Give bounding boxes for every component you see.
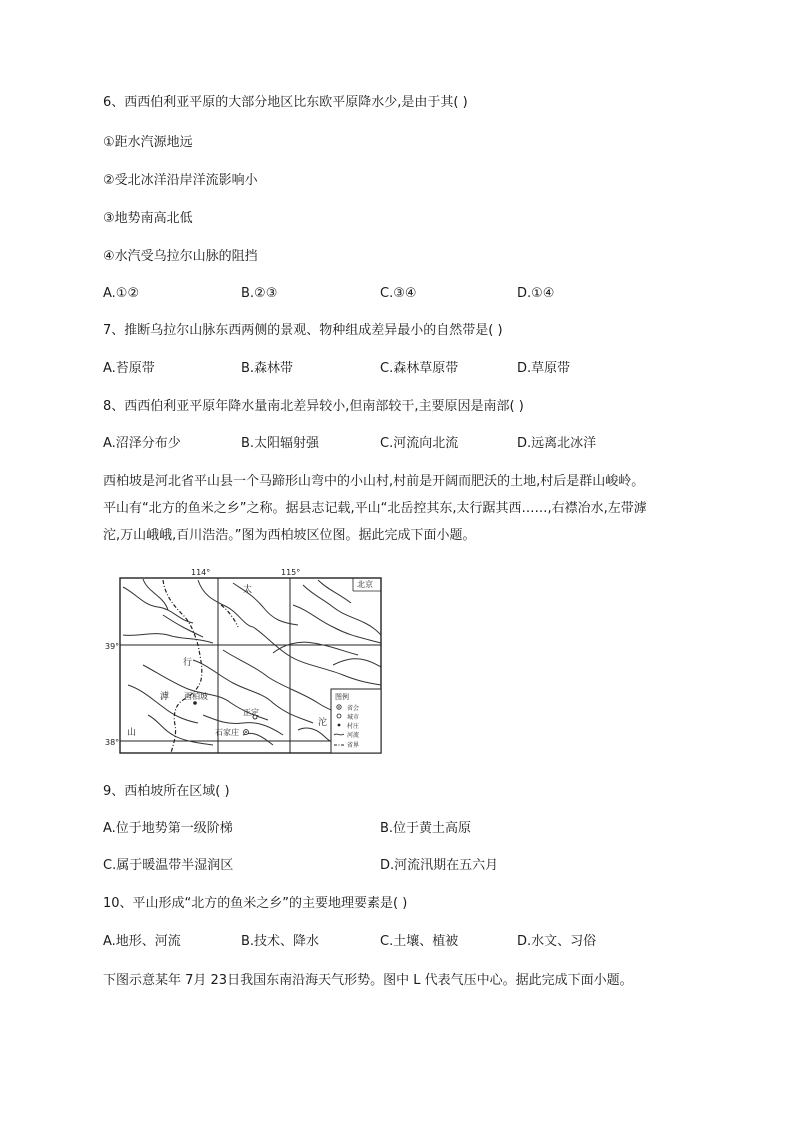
q6-option-a: A.①② [103, 286, 140, 301]
legend-city-symbol [337, 714, 341, 718]
q6-item-1: ①距水汽源地远 [103, 135, 193, 150]
q8-option-b: B.太阳辐射强 [241, 436, 320, 451]
q7-option-a: A.苔原带 [103, 361, 155, 376]
q9-option-b: B.位于黄土高原 [380, 821, 472, 836]
beijing-label: 北京 [357, 580, 373, 589]
q9-option-c: C.属于暖温带半湿润区 [103, 858, 234, 873]
q7-option-d: D.草原带 [517, 361, 571, 376]
q6-option-b: B.②③ [241, 286, 278, 301]
shan-label: 山 [127, 728, 137, 738]
q8-option-a: A.沼泽分布少 [103, 436, 181, 451]
legend-title: 图例 [335, 693, 349, 701]
lat-39-label: 39° [105, 642, 120, 651]
q7-stem: 7、推断乌拉尔山脉东西两侧的景观、物种组成差异最小的自然带是( ) [103, 323, 503, 338]
q10-option-b: B.技术、降水 [241, 934, 320, 949]
xibaipo-label: 西柏坡 [184, 692, 208, 701]
q9-option-a: A.位于地势第一级阶梯 [103, 821, 233, 836]
q7-option-c: C.森林草原带 [380, 361, 459, 376]
q8-stem: 8、西西伯利亚平原年降水量南北差异较小,但南部较干,主要原因是南部( ) [103, 399, 524, 414]
tuo-label: 沱 [318, 718, 328, 728]
lon-115-label: 115° [281, 568, 301, 577]
q6-option-c: C.③④ [380, 286, 417, 301]
legend-item-capital: 省会 [347, 705, 360, 712]
legend-item-river: 河流 [347, 732, 360, 739]
q6-option-d: D.①④ [517, 286, 555, 301]
hu-label: 滹 [160, 692, 170, 702]
q8-option-d: D.远离北冰洋 [517, 436, 597, 451]
passage2: 下图示意某年 7月 23日我国东南沿海天气形势。图中 L 代表气压中心。据此完成下面小题。 [103, 973, 633, 988]
lat-38-label: 38° [105, 738, 120, 747]
zhengding-label: 正定 [243, 708, 259, 717]
q8-option-c: C.河流向北流 [380, 436, 459, 451]
q10-option-c: C.土壤、植被 [380, 934, 459, 949]
xibaipo-marker [193, 701, 197, 705]
tai-label: 太 [243, 585, 253, 595]
q6-item-2: ②受北冰洋沿岸洋流影响小 [103, 173, 258, 188]
lon-114-label: 114° [191, 568, 211, 577]
passage1-line-3: 沱,万山峨峨,百川浩浩。”图为西柏坡区位图。据此完成下面小题。 [103, 528, 476, 543]
q10-option-a: A.地形、河流 [103, 934, 181, 949]
q7-option-b: B.森林带 [241, 361, 294, 376]
q6-item-4: ④水汽受乌拉尔山脉的阻挡 [103, 249, 258, 264]
xibaipo-location-map [103, 565, 393, 755]
legend-village-symbol [338, 724, 341, 727]
legend-item-boundary: 省界 [347, 742, 360, 749]
q9-stem: 9、西柏坡所在区域( ) [103, 784, 230, 799]
legend-item-village: 村庄 [347, 723, 360, 730]
q6-item-3: ③地势南高北低 [103, 211, 193, 226]
q6-stem: 6、西西伯利亚平原的大部分地区比东欧平原降水少,是由于其( ) [103, 95, 468, 110]
shijiazhuang-label: 石家庄 [215, 728, 239, 737]
passage1-line-1: 西柏坡是河北省平山县一个马蹄形山弯中的小山村,村前是开阔而肥沃的土地,村后是群山峻岭。 [103, 474, 645, 489]
q10-option-d: D.水文、习俗 [517, 934, 597, 949]
q9-option-d: D.河流汛期在五六月 [380, 858, 499, 873]
q10-stem: 10、平山形成“北方的鱼米之乡”的主要地理要素是( ) [103, 896, 408, 911]
hang-label: 行 [183, 658, 193, 668]
passage1-line-2: 平山有“北方的鱼米之乡”之称。据县志记载,平山“北岳控其东,太行踞其西……,右襟冶水,左带滹 [103, 501, 647, 516]
legend-item-city: 城市 [347, 714, 360, 721]
map-legend [331, 689, 381, 753]
